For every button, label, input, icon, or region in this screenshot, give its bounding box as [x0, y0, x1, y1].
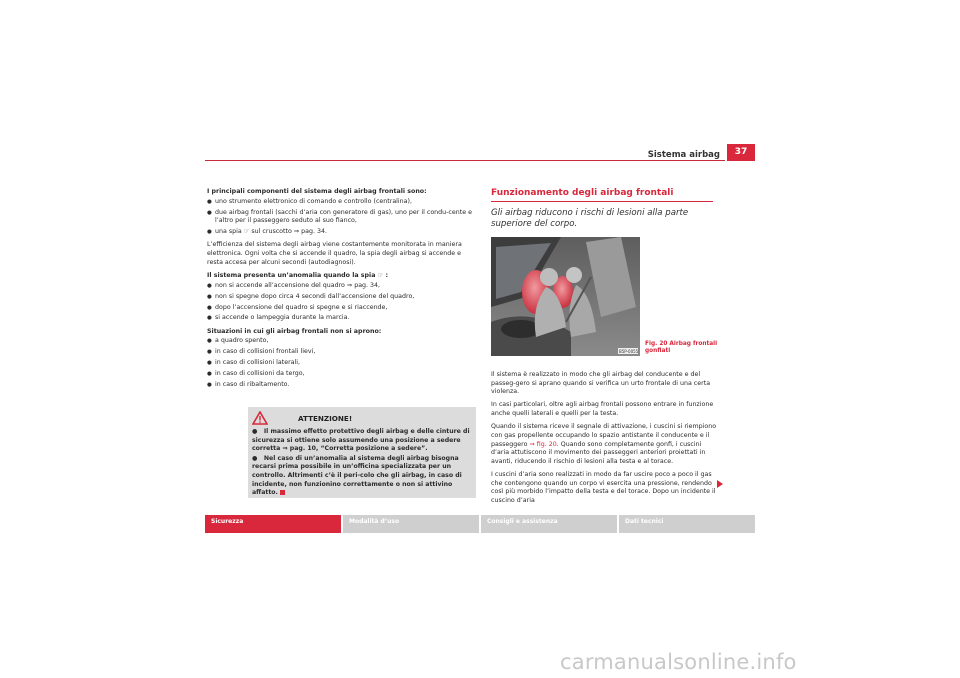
paragraph: In casi particolari, oltre agli airbag frontali possono entrare in funzione anche quelli laterali e quelli per la testa. [491, 401, 714, 418]
warning-box [248, 407, 476, 498]
section-subtitle: Gli airbag riducono i rischi di lesioni alla parte superiore del corpo. [491, 208, 689, 229]
list-item: ● si accende o lampeggia durante la marcia. [207, 314, 475, 323]
list-item: ● uno strumento elettronico di comando e controllo (centralina), [207, 198, 475, 207]
monitor-paragraph: L’efficienza del sistema degli airbag viene costantemente monitorata in maniera elettronica. Ogni volta che si accende il quadro, la spia degli airbag si accende e resta accesa per alcuni secondi (autodiagnosi). [207, 241, 462, 266]
warning-item: Il massimo effetto protettivo degli airbag e delle cinture di sicurezza si ottiene solo assumendo una posizione a sedere corretta ⇒ pag. 10, “Corretta posizione a sedere”. [252, 428, 470, 453]
warning-body [252, 428, 474, 498]
components-list [207, 198, 475, 237]
page-number: 37 [727, 144, 755, 161]
figure-caption-line: gonfiati [645, 348, 671, 355]
nondeploy-title: Situazioni in cui gli airbag frontali non si aprono: [207, 327, 382, 335]
continue-arrow-icon [717, 480, 723, 488]
right-body [491, 371, 721, 510]
paragraph: Il sistema è realizzato in modo che gli airbag del conducente e del passeg-gero si aprano quando si verifica un urto frontale di una certa violenza. [491, 371, 711, 396]
right-column [491, 188, 731, 230]
header-rule [205, 160, 725, 161]
figure-ref-link[interactable]: ⇒ fig. 20 [529, 440, 557, 448]
paragraph [491, 423, 721, 467]
warning-item: Nel caso di un’anomalia al sistema degli airbag bisogna recarsi prima possibile in un’officina specializzata per un controllo. Altrimenti c’è il peri-colo che gli airbag, in caso di incidente, non funzionino correttamente o non si attivino affatto. [252, 454, 462, 497]
tab-dati-tecnici[interactable]: Dati tecnici [619, 515, 755, 533]
page-header-title: Sistema airbag [647, 150, 720, 160]
figure-caption-line: Fig. 20 Airbag frontali [645, 341, 718, 347]
list-item: ● in caso di collisioni frontali lievi, [207, 348, 475, 357]
left-column [207, 188, 475, 394]
list-item: ● due airbag frontali (sacchi d’aria con generatore di gas), uno per il condu-cente e l’altro per il passeggero seduto al suo fianco, [207, 209, 475, 226]
list-item: ● a quadro spento, [207, 337, 475, 346]
list-item: ● dopo l’accensione del quadro si spegne e si riaccende, [207, 304, 475, 313]
warning-triangle-icon [252, 411, 268, 425]
tab-consigli-assistenza[interactable]: Consigli e assistenza [481, 515, 617, 533]
list-item: ● una spia ☞ sul cruscotto ⇒ pag. 34. [207, 228, 475, 237]
figure-airbag-illustration [491, 237, 640, 356]
list-item: ● in caso di collisioni da tergo, [207, 370, 475, 379]
components-intro: I principali componenti del sistema degli airbag frontali sono: [207, 188, 427, 195]
anomaly-title: Il sistema presenta un’anomalia quando la spia ☞ : [207, 272, 389, 280]
section-rule [491, 201, 713, 202]
paragraph-text: . Quando sono completamente gonfi, i cuscini d’aria attutiscono il movimento dei passeggeri anteriori proiettati in avanti, riducendo il rischio di lesioni alla testa e al torace. [491, 440, 706, 465]
footer-tabs [205, 515, 755, 533]
paragraph: I cuscini d’aria sono realizzati in modo da far uscire poco a poco il gas che contengono quando un corpo vi esercita una pressione, rendendo così più morbido l’impatto della testa e del torace. Dopo un incidente il cuscino d’aria [491, 470, 716, 505]
tab-sicurezza[interactable]: Sicurezza [205, 515, 341, 533]
bullet-icon: ● [252, 428, 258, 435]
list-item: ● non si accende all’accensione del quadro ⇒ pag. 34, [207, 282, 475, 291]
bullet-icon: ● [252, 454, 258, 462]
figure-caption [645, 341, 717, 356]
end-marker-icon [280, 490, 285, 495]
tab-modalita-uso[interactable]: Modalità d’uso [343, 515, 479, 533]
list-item: ● in caso di ribaltamento. [207, 381, 475, 390]
warning-title: ATTENZIONE! [298, 414, 353, 423]
anomaly-list [207, 282, 475, 323]
list-item: ● in caso di collisioni laterali, [207, 359, 475, 368]
list-item: ● non si spegne dopo circa 4 secondi dall’accensione del quadro, [207, 293, 475, 302]
section-title: Funzionamento degli airbag frontali [491, 188, 674, 198]
paragraph-text: Quando il sistema riceve il segnale di attivazione, i cuscini si riempiono con gas propellente occupando lo spazio antistante il conducente e il passeggero [491, 423, 717, 448]
nondeploy-list [207, 337, 475, 389]
figure-code: B5P-0055 [619, 349, 639, 354]
airbag-illustration-icon [491, 237, 640, 356]
watermark: carmanualsonline.info [560, 650, 797, 674]
